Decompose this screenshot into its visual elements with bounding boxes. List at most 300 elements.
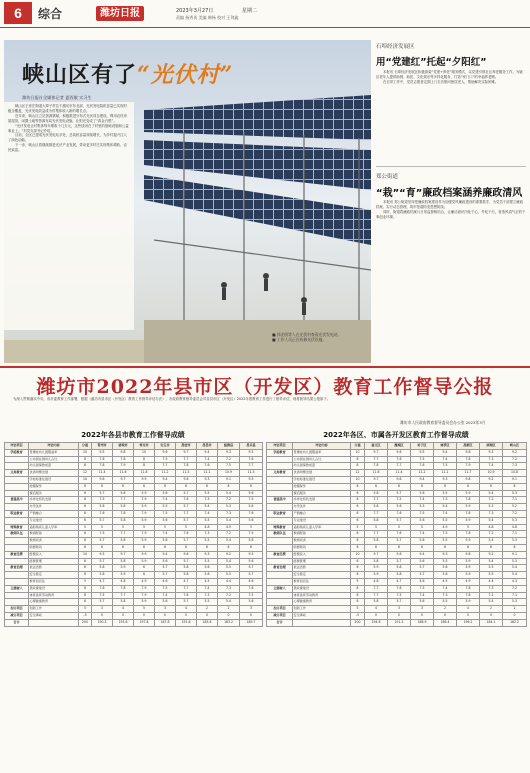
score-cell: 8 <box>351 463 365 470</box>
item-cell: 多样化特色发展 <box>293 497 351 504</box>
score-cell: 0 <box>155 612 176 619</box>
score-cell: 9.6 <box>92 476 113 483</box>
score-cell: 9.4 <box>411 551 434 558</box>
score-cell: 10 <box>351 551 365 558</box>
column-header: 昌邑市 <box>197 443 218 450</box>
score-cell: 11.7 <box>457 470 480 477</box>
score-cell: 7.4 <box>480 463 503 470</box>
category-cell <box>5 592 29 599</box>
score-cell: 7.4 <box>411 497 434 504</box>
column-header: 分值 <box>351 443 365 450</box>
score-cell: 6 <box>365 483 388 490</box>
score-cell: 7.4 <box>411 592 434 599</box>
category-cell <box>5 490 29 497</box>
item-cell: 幼儿园保教质量 <box>293 463 351 470</box>
item-cell: 普惠性幼儿园覆盖率 <box>29 449 79 456</box>
score-cell: 0 <box>434 612 457 619</box>
editor-credits: 责编 杨秀英 美编 韩杨 校对 王剑鑫 <box>176 15 239 20</box>
score-cell: 9.3 <box>434 551 457 558</box>
score-cell: 7.7 <box>176 510 197 517</box>
category-cell <box>267 592 293 599</box>
score-cell: 7.1 <box>503 592 527 599</box>
score-cell: 0 <box>457 612 480 619</box>
score-cell: 9.7 <box>113 476 134 483</box>
score-cell: 6 <box>79 490 92 497</box>
score-cell: 7.7 <box>176 456 197 463</box>
category-cell <box>267 544 293 551</box>
score-cell: 5.5 <box>434 599 457 606</box>
table-row <box>267 619 527 626</box>
table-row <box>267 504 527 511</box>
category-cell <box>5 456 29 463</box>
score-cell: 187.8 <box>155 619 176 626</box>
score-cell: 9.6 <box>176 551 197 558</box>
score-cell: 7.6 <box>240 510 263 517</box>
category-cell: 立德树人 <box>5 585 29 592</box>
score-cell: 7.5 <box>434 463 457 470</box>
score-cell: 12 <box>79 470 92 477</box>
hero-article-body <box>4 102 134 330</box>
score-cell: 6 <box>388 483 411 490</box>
score-cell: 8 <box>79 463 92 470</box>
issue-weekday: 星期二 <box>242 8 258 14</box>
score-cell: 5.9 <box>134 599 155 606</box>
score-cell: 6 <box>134 565 155 572</box>
table-row <box>5 612 263 619</box>
score-cell: 7.9 <box>113 463 134 470</box>
score-cell: 196.2 <box>457 619 480 626</box>
item-cell: 教师配备 <box>293 531 351 538</box>
score-cell: 5.6 <box>240 599 263 606</box>
score-cell: 7.5 <box>240 531 263 538</box>
table-row <box>267 544 527 551</box>
score-cell: 12 <box>351 470 365 477</box>
category-cell: 教育经费 <box>5 551 29 558</box>
score-cell: 7.3 <box>434 592 457 599</box>
score-cell: 5.9 <box>113 572 134 579</box>
table-row <box>5 483 263 490</box>
score-cell: 5.9 <box>134 504 155 511</box>
score-cell: 9.5 <box>240 476 263 483</box>
score-cell: 11.3 <box>240 470 263 477</box>
score-cell: 5.3 <box>503 599 527 606</box>
score-cell: 5.9 <box>457 490 480 497</box>
item-cell: 普惠性幼儿园覆盖率 <box>293 449 351 456</box>
column-header: 寒亭区 <box>434 443 457 450</box>
score-cell: 5 <box>176 524 197 531</box>
section-rule <box>0 366 530 368</box>
score-cell: 10 <box>134 449 155 456</box>
score-cell: 5.4 <box>480 490 503 497</box>
score-cell: 5.8 <box>113 538 134 545</box>
score-cell: 5.7 <box>92 490 113 497</box>
score-cell: 5.9 <box>365 565 388 572</box>
column-header: 滨海区 <box>480 443 503 450</box>
score-cell: 5.5 <box>480 572 503 579</box>
score-cell: 7.3 <box>434 531 457 538</box>
bulletin-headline: 潍坊市2022年县市区（开发区）教育工作督导公报 <box>36 376 494 398</box>
score-cell: 9.2 <box>218 551 240 558</box>
score-cell: 10.9 <box>218 470 240 477</box>
column-header: 奎文区 <box>365 443 388 450</box>
score-cell: -5 <box>79 612 92 619</box>
score-cell: 190.3 <box>92 619 113 626</box>
score-cell: 7.6 <box>388 510 411 517</box>
score-cell: 5.2 <box>503 504 527 511</box>
item-cell: 课后服务 <box>29 490 79 497</box>
score-cell: 7.6 <box>197 463 218 470</box>
category-cell <box>267 476 293 483</box>
score-cell: 5.6 <box>240 490 263 497</box>
score-cell: 11.8 <box>134 470 155 477</box>
score-cell: 5.9 <box>457 565 480 572</box>
score-cell: 8 <box>79 456 92 463</box>
score-cell: 7.6 <box>240 585 263 592</box>
score-cell: 7.7 <box>388 463 411 470</box>
score-cell: 5 <box>79 524 92 531</box>
score-cell: 5.7 <box>155 572 176 579</box>
category-cell: 教师队伍 <box>267 531 293 538</box>
article-title: “栽”“育”廉政档案涵养廉政清风 <box>376 188 523 199</box>
score-cell: 5 <box>411 524 434 531</box>
score-cell: 9.8 <box>457 476 480 483</box>
category-cell <box>267 483 293 490</box>
newspaper-logo: 潍坊日报 <box>96 6 144 21</box>
score-cell: 4.8 <box>503 524 527 531</box>
score-cell: 11.2 <box>411 470 434 477</box>
item-cell: 思政课建设 <box>293 585 351 592</box>
score-cell: 191.6 <box>176 619 197 626</box>
score-cell: 5.7 <box>176 504 197 511</box>
score-cell: 5 <box>134 606 155 613</box>
item-cell: 经费投入 <box>293 551 351 558</box>
score-cell: 7.4 <box>155 497 176 504</box>
item-cell: 专业建设 <box>293 517 351 524</box>
score-cell: 11.2 <box>155 470 176 477</box>
score-cell: 11.1 <box>197 470 218 477</box>
score-cell: 4.9 <box>218 524 240 531</box>
score-cell: 194.6 <box>365 619 388 626</box>
score-cell: 9.7 <box>176 449 197 456</box>
table-row <box>5 578 263 585</box>
table-row <box>5 449 263 456</box>
column-header: 评估项目 <box>5 443 29 450</box>
score-cell: 5.4 <box>480 599 503 606</box>
score-cell: 183.2 <box>218 619 240 626</box>
score-cell: 6 <box>79 483 92 490</box>
caption-line: ■ 工作人员正在检修光伏设施。 <box>272 337 327 343</box>
score-cell: 5.4 <box>503 565 527 572</box>
score-cell: 5.3 <box>503 517 527 524</box>
category-cell <box>267 456 293 463</box>
item-cell: 教育信息化 <box>293 578 351 585</box>
score-cell: 5 <box>92 524 113 531</box>
score-cell: 8 <box>351 510 365 517</box>
score-cell: 5.8 <box>388 565 411 572</box>
score-cell: 5.9 <box>457 538 480 545</box>
score-cell: 5.3 <box>503 490 527 497</box>
article-body <box>376 70 526 164</box>
score-cell: 6 <box>92 544 113 551</box>
category-cell <box>267 599 293 606</box>
table-row <box>267 517 527 524</box>
paragraph: 近年来，峡山区立足资源禀赋，积极推进分布式光伏项目建设，利用农村房屋屋顶、闲置土地等资源布局光伏发电设施，让阳光变成了“真金白银”。 <box>8 113 127 123</box>
score-cell: 11.1 <box>434 470 457 477</box>
score-cell: 0 <box>240 612 263 619</box>
score-cell: 7.5 <box>388 497 411 504</box>
score-cell: 4.5 <box>197 578 218 585</box>
score-cell: 5.9 <box>457 572 480 579</box>
score-cell: 7.2 <box>218 497 240 504</box>
score-cell: 5.7 <box>411 565 434 572</box>
table-row <box>5 619 263 626</box>
table-row <box>267 606 527 613</box>
paragraph: 同时，街道将廉政档案与日常监督相结合，让廉洁意识内化于心、外化于行，营造风清气正的干事创业环境。 <box>376 209 526 219</box>
item-cell: 办学条件 <box>29 504 79 511</box>
score-cell: 7.1 <box>503 497 527 504</box>
issue-date: 2023年3月27日 <box>176 8 214 14</box>
score-cell: 7.2 <box>480 531 503 538</box>
score-cell: 9.3 <box>197 551 218 558</box>
score-cell: 5.6 <box>411 558 434 565</box>
score-cell: 7.2 <box>480 497 503 504</box>
score-cell: 8 <box>79 497 92 504</box>
score-cell: 0 <box>503 612 527 619</box>
item-cell: 心理健康教育 <box>293 599 351 606</box>
score-cell: 7.2 <box>503 585 527 592</box>
score-cell: 6 <box>457 544 480 551</box>
score-cell: 9.5 <box>92 449 113 456</box>
score-cell: 5.8 <box>388 572 411 579</box>
score-cell: 5.5 <box>197 490 218 497</box>
score-cell: 4.7 <box>388 578 411 585</box>
category-cell <box>267 558 293 565</box>
table-row <box>267 456 527 463</box>
score-cell: 10 <box>79 551 92 558</box>
column-header: 坊子区 <box>411 443 434 450</box>
score-cell: 6 <box>113 483 134 490</box>
score-cell: 5 <box>388 524 411 531</box>
score-cell: 5.3 <box>503 558 527 565</box>
score-cell: 5.6 <box>434 565 457 572</box>
item-cell: 创新工作 <box>29 606 79 613</box>
table-row <box>5 463 263 470</box>
score-cell: 7.9 <box>134 585 155 592</box>
score-cell: 7.2 <box>218 456 240 463</box>
score-cell: 6 <box>134 544 155 551</box>
column-header: 寿光市 <box>134 443 155 450</box>
score-cell: 5.5 <box>411 504 434 511</box>
score-cell: 8 <box>79 592 92 599</box>
category-cell <box>5 599 29 606</box>
score-cell: 6 <box>503 544 527 551</box>
score-cell: 3 <box>240 606 263 613</box>
score-cell: 7.6 <box>92 510 113 517</box>
score-cell: 197.8 <box>134 619 155 626</box>
category-cell <box>5 517 29 524</box>
category-cell <box>267 504 293 511</box>
score-cell: 6 <box>92 483 113 490</box>
score-cell: 8 <box>351 456 365 463</box>
score-cell: 5.8 <box>113 517 134 524</box>
score-cell: 6 <box>134 483 155 490</box>
item-cell: 教师培训 <box>29 538 79 545</box>
paragraph: 峡山区王家庄街道大埠子村位于潍坊市东北部，光伏发电装机容量已实现村级全覆盖，光伏发电收益成为村集体收入新的增长点。 <box>8 104 127 113</box>
score-cell: 9.5 <box>240 449 263 456</box>
score-cell: 4.6 <box>155 578 176 585</box>
score-cell: 5.4 <box>218 490 240 497</box>
item-cell: 适龄残疾儿童入学率 <box>29 524 79 531</box>
score-cell: 7.7 <box>365 456 388 463</box>
score-cell: 7.8 <box>457 585 480 592</box>
score-cell: 6 <box>351 538 365 545</box>
score-cell: 7.5 <box>92 531 113 538</box>
score-cell: 7.6 <box>240 456 263 463</box>
score-cell: 5.7 <box>155 565 176 572</box>
score-cell: 5.7 <box>176 599 197 606</box>
table-row <box>5 524 263 531</box>
score-cell: 10.8 <box>503 470 527 477</box>
score-cell: 3 <box>155 606 176 613</box>
score-cell: 7.3 <box>197 497 218 504</box>
score-cell: 7.6 <box>92 585 113 592</box>
score-cell: 5.5 <box>218 572 240 579</box>
score-cell: 186.4 <box>434 619 457 626</box>
item-cell: 办学条件 <box>293 504 351 511</box>
score-cell: 9.3 <box>434 476 457 483</box>
category-cell: 加分项目 <box>267 606 293 613</box>
column-header: 高新区 <box>457 443 480 450</box>
table-row <box>5 517 263 524</box>
item-cell: 学校标准化建设 <box>29 476 79 483</box>
category-cell: 义务教育 <box>267 470 293 477</box>
column-header: 峡山区 <box>503 443 527 450</box>
score-cell: 7.4 <box>197 510 218 517</box>
score-cell: 5.9 <box>134 538 155 545</box>
table-row <box>267 531 527 538</box>
score-cell: 5.9 <box>134 517 155 524</box>
caption-line: ■ 郭光明等人在光伏村查看光伏发电站。 <box>272 332 342 337</box>
item-cell: 控辍保学 <box>293 483 351 490</box>
item-cell: 心理健康教育 <box>29 599 79 606</box>
score-cell: 10 <box>351 449 365 456</box>
score-cell: 9.3 <box>480 449 503 456</box>
score-cell: 6 <box>155 544 176 551</box>
score-cell: 5.7 <box>388 517 411 524</box>
score-cell: 7.7 <box>365 497 388 504</box>
item-cell: 创新工作 <box>293 606 351 613</box>
score-cell: 4.4 <box>480 578 503 585</box>
score-cell: 5.4 <box>218 558 240 565</box>
category-cell: 合计 <box>267 619 293 626</box>
score-cell: 5.6 <box>155 558 176 565</box>
score-cell: 5.6 <box>197 565 218 572</box>
score-cell: 5.8 <box>176 565 197 572</box>
score-cell: 6 <box>155 483 176 490</box>
article-kicker: 郑公街道 <box>376 174 399 180</box>
score-cell: 5 <box>351 578 365 585</box>
score-cell: 5.5 <box>480 565 503 572</box>
score-cell: 0 <box>197 612 218 619</box>
score-cell: 182.2 <box>503 619 527 626</box>
score-cell: 7.8 <box>113 585 134 592</box>
paragraph: 下一步，峡山区将继续推进光伏产业发展，带动更多村庄实现集体增收、农民致富。 <box>8 143 127 153</box>
item-cell: 适龄残疾儿童入学率 <box>293 524 351 531</box>
score-cell: 7.9 <box>457 463 480 470</box>
category-cell <box>5 463 29 470</box>
score-cell: 5 <box>79 606 92 613</box>
score-cell: 6 <box>197 544 218 551</box>
score-cell: 9.1 <box>503 551 527 558</box>
column-header: 临朐县 <box>218 443 240 450</box>
score-cell: 6 <box>503 483 527 490</box>
table-row <box>267 476 527 483</box>
score-cell: 6 <box>351 544 365 551</box>
score-cell: 4.4 <box>218 578 240 585</box>
score-cell: 6 <box>411 483 434 490</box>
score-cell: 189.7 <box>240 619 263 626</box>
item-cell: 依法治教 <box>29 565 79 572</box>
score-cell: 5.5 <box>434 538 457 545</box>
score-cell: 6 <box>365 544 388 551</box>
score-cell: 2 <box>197 606 218 613</box>
item-cell: 安全稳定 <box>29 572 79 579</box>
score-cell: 5.8 <box>365 558 388 565</box>
category-cell: 特殊教育 <box>5 524 29 531</box>
category-cell: 合计 <box>5 619 29 626</box>
item-cell: 公办园在园幼儿占比 <box>293 456 351 463</box>
score-cell: 5.6 <box>411 538 434 545</box>
score-cell: 7.5 <box>155 585 176 592</box>
score-cell: 9.7 <box>365 449 388 456</box>
score-cell: 7.8 <box>113 456 134 463</box>
score-cell: 6 <box>351 599 365 606</box>
category-cell: 学前教育 <box>267 449 293 456</box>
score-cell: 7.5 <box>411 585 434 592</box>
score-cell: 8 <box>351 497 365 504</box>
score-cell: 5.9 <box>457 558 480 565</box>
score-cell: 5.5 <box>197 558 218 565</box>
score-cell: 5.7 <box>92 538 113 545</box>
category-cell <box>267 578 293 585</box>
score-cell: 5.9 <box>457 599 480 606</box>
score-cell: 11.6 <box>113 470 134 477</box>
score-cell: 2 <box>503 606 527 613</box>
score-cell: 0 <box>113 612 134 619</box>
score-cell: 6 <box>411 544 434 551</box>
score-cell: 9.5 <box>411 449 434 456</box>
score-cell: 7.9 <box>134 592 155 599</box>
table-row <box>5 490 263 497</box>
item-cell: 经费管理 <box>29 558 79 565</box>
score-cell: 5 <box>113 524 134 531</box>
score-cell: 4.7 <box>92 578 113 585</box>
score-cell: 7.4 <box>155 592 176 599</box>
table-row <box>267 599 527 606</box>
score-cell: 7.4 <box>434 456 457 463</box>
table-title: 2022年各县市教育工作督导成绩 <box>81 431 185 439</box>
score-cell: 9.9 <box>134 551 155 558</box>
score-cell: 7.8 <box>457 456 480 463</box>
score-cell: 5.4 <box>480 517 503 524</box>
item-cell: 体育美育劳动教育 <box>293 592 351 599</box>
score-cell: 200 <box>351 619 365 626</box>
score-cell: 9.9 <box>134 476 155 483</box>
score-cell: 7.2 <box>503 510 527 517</box>
score-cell: 5.8 <box>176 572 197 579</box>
table-row <box>5 558 263 565</box>
score-cell: 6 <box>351 517 365 524</box>
